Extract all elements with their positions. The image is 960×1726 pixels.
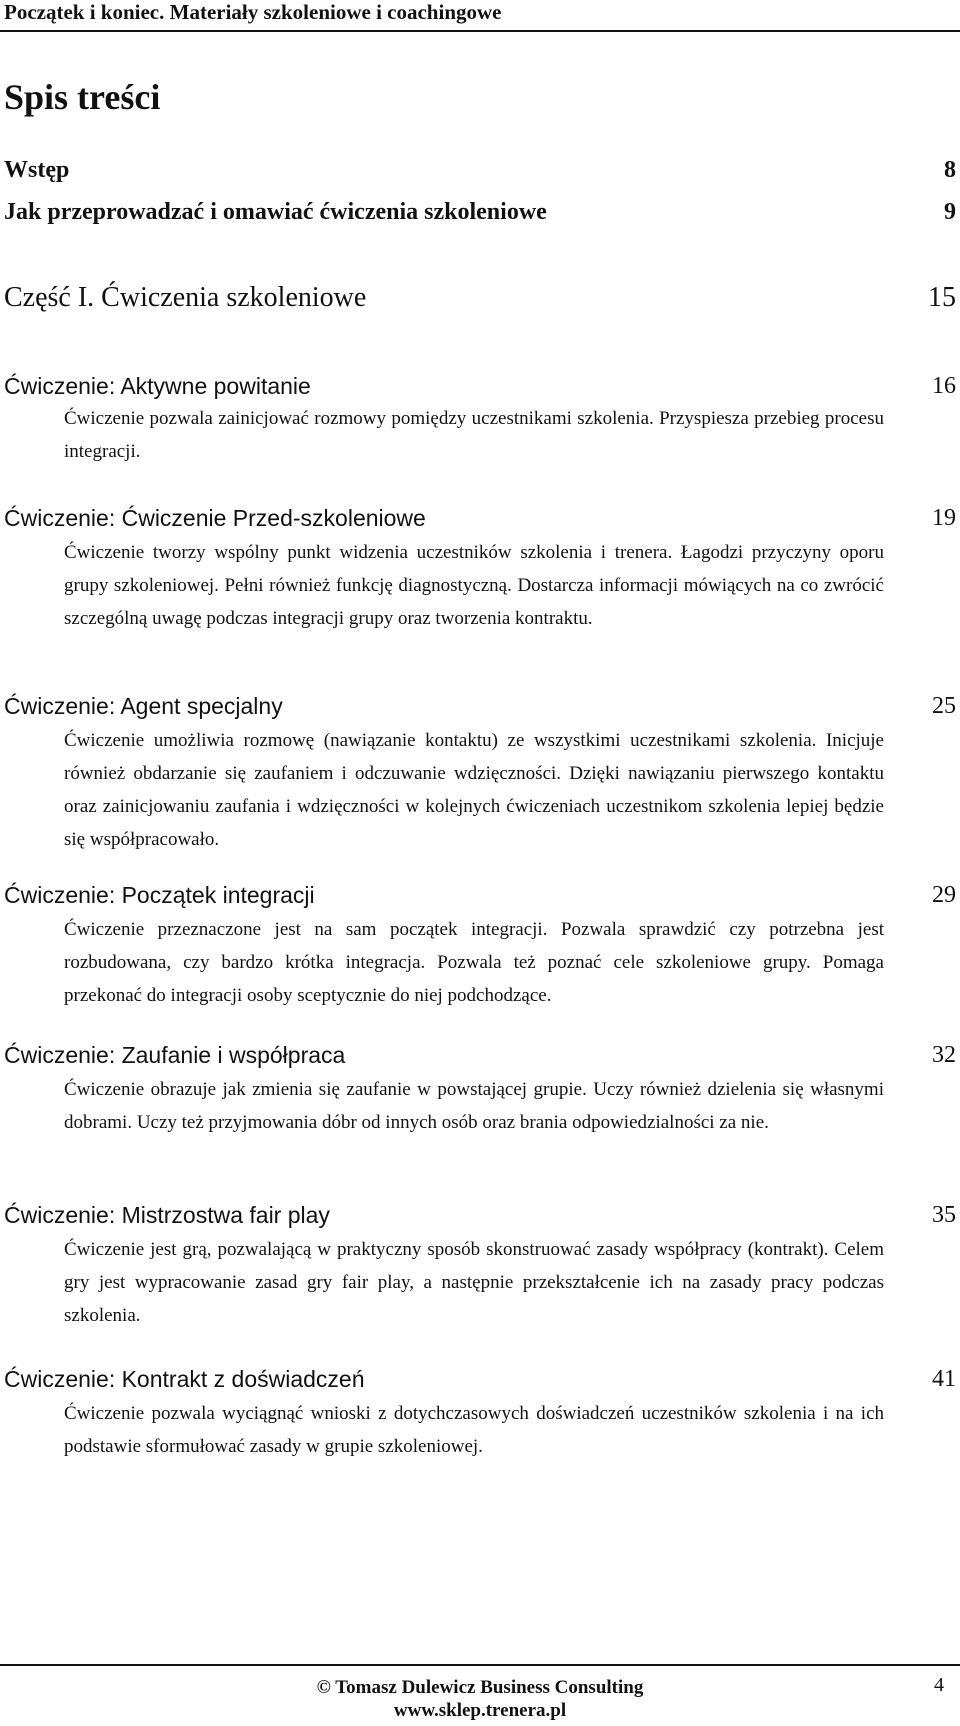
exercise-description: Ćwiczenie pozwala zainicjować rozmowy pomiędzy uczestnikami szkolenia. Przyspiesza przebieg procesu integracji. bbox=[64, 408, 884, 462]
exercise-title: Ćwiczenie: Początek integracji bbox=[4, 882, 315, 908]
exercise-title: Ćwiczenie: Zaufanie i współpraca bbox=[4, 1042, 346, 1068]
exercise-description: Ćwiczenie umożliwia rozmowę (nawiązanie kontaktu) ze wszystkimi uczestnikami szkolenia. Inicjuje również obdarzanie się zaufaniem i odczuwanie wdzięczności. Dzięki nawiązaniu pierwszego kontaktu oraz zainicjowaniu zaufania i wdzięczności w kolejnych ćwiczeniach uczestnikom szkolenia lepiej będzie się współpracowało. bbox=[64, 730, 884, 850]
running-header: Początek i koniec. Materiały szkoleniowe i coachingowe bbox=[4, 0, 502, 24]
footer-divider bbox=[0, 1664, 960, 1666]
exercise-page: 19 bbox=[932, 505, 956, 531]
exercise-page: 41 bbox=[932, 1366, 956, 1392]
exercise-title: Ćwiczenie: Ćwiczenie Przed-szkoleniowe bbox=[4, 505, 426, 531]
footer bbox=[0, 1676, 960, 1722]
exercise-description: Ćwiczenie obrazuje jak zmienia się zaufanie w powstającej grupie. Uczy również dzielenia się własnymi dobrami. Uczy też przyjmowania dóbr od innych osób oraz brania odpowiedzialności za nie. bbox=[64, 1079, 884, 1133]
header-divider bbox=[0, 30, 960, 32]
exercise-title: Ćwiczenie: Agent specjalny bbox=[4, 693, 283, 719]
page-number: 4 bbox=[934, 1674, 944, 1696]
exercise-title: Ćwiczenie: Kontrakt z doświadczeń bbox=[4, 1366, 365, 1392]
toc-title: Spis treści bbox=[4, 77, 161, 117]
toc-entry-page: 8 bbox=[944, 157, 956, 183]
footer-url[interactable]: www.sklep.trenera.pl bbox=[393, 1700, 567, 1721]
toc-part-page: 15 bbox=[928, 282, 956, 313]
toc-entry-page: 9 bbox=[944, 199, 956, 225]
toc-entry-title: Wstęp bbox=[4, 157, 70, 183]
exercise-page: 25 bbox=[932, 693, 956, 719]
exercise-title: Ćwiczenie: Aktywne powitanie bbox=[4, 373, 311, 399]
exercise-description: Ćwiczenie pozwala wyciągnąć wnioski z dotychczasowych doświadczeń uczestników szkolenia i na ich podstawie sformułować zasady w grupie szkoleniowej. bbox=[64, 1403, 884, 1457]
exercise-description: Ćwiczenie tworzy wspólny punkt widzenia uczestników szkolenia i trenera. Łagodzi przyczyny oporu grupy szkoleniowej. Pełni również funkcję diagnostyczną. Dostarcza informacji mówiących na co zwrócić szczególną uwagę podczas integracji grupy oraz tworzenia kontraktu. bbox=[64, 542, 884, 629]
exercise-page: 29 bbox=[932, 882, 956, 908]
exercise-description: Ćwiczenie jest grą, pozwalającą w praktyczny sposób skonstruować zasady współpracy (kontrakt). Celem gry jest wypracowanie zasad gry fair play, a następnie przekształcenie ich na zasady pracy podczas szkolenia. bbox=[64, 1239, 884, 1326]
footer-copyright: © Tomasz Dulewicz Business Consulting bbox=[316, 1677, 644, 1698]
exercise-page: 16 bbox=[932, 373, 956, 399]
exercise-description: Ćwiczenie przeznaczone jest na sam początek integracji. Pozwala sprawdzić czy potrzebna jest rozbudowana, czy bardzo krótka integracja. Pozwala też poznać cele szkoleniowe grupy. Pomaga przekonać do integracji osoby sceptycznie do niej podchodzące. bbox=[64, 919, 884, 1006]
toc-entry-title: Jak przeprowadzać i omawiać ćwiczenia szkoleniowe bbox=[4, 199, 547, 225]
exercise-title: Ćwiczenie: Mistrzostwa fair play bbox=[4, 1202, 330, 1228]
exercise-page: 35 bbox=[932, 1202, 956, 1228]
toc-part-title: Część I. Ćwiczenia szkoleniowe bbox=[4, 282, 367, 313]
exercise-page: 32 bbox=[932, 1042, 956, 1068]
